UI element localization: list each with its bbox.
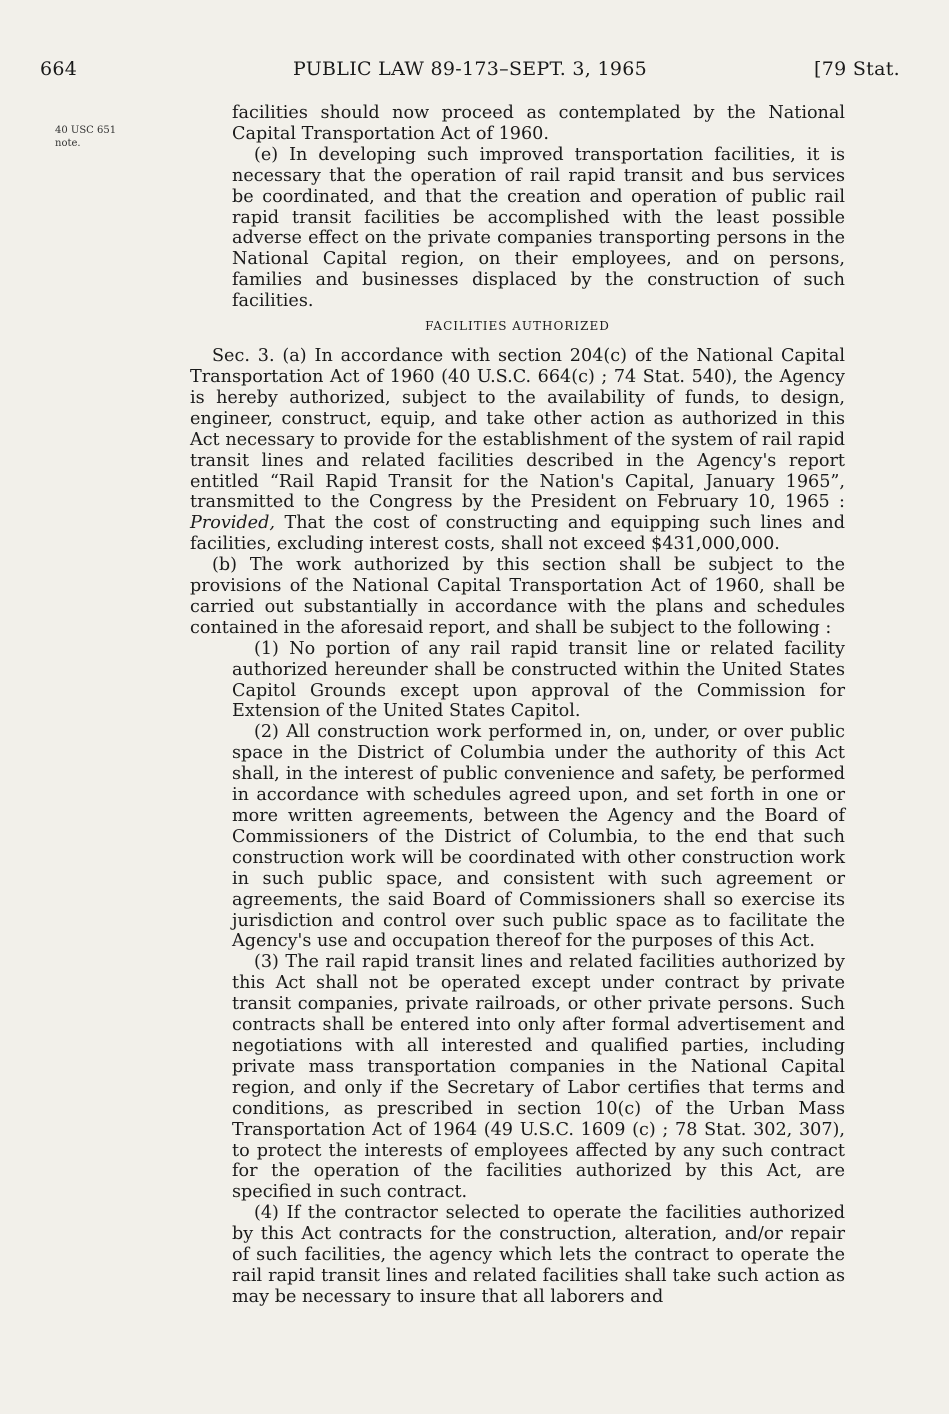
paragraph: (b) The work authorized by this section shall be subject to the provisions of the National Capital Transportation Act of 1960, shall be carried out substantially in accordance with the plans and schedules contained in the aforesaid report, and shall be subject to the following : [190, 555, 845, 638]
section-paragraph [190, 346, 845, 555]
section-text: Sec. 3. (a) In accordance with section 204(c) of the National Capital Transportation Act of 1960 (40 U.S.C. 664(c) ; 74 Stat. 540), the Agency is hereby authorized, subject to the availability of funds, to design, engineer, construct, equip, and take other action as authorized in this Act necessary to provide for the establishment of the system of rail rapid transit lines and related facilities described in the Agency's report entitled “Rail Rapid Transit for the Nation's Capital, January 1965”, transmitted to the Congress by the President on February 10, 1965 : [190, 346, 845, 513]
margin-citation-line: note. [55, 138, 81, 149]
section-text: That the cost of constructing and equipping such lines and facilities, excluding interest costs, shall not exceed $431,000,000. [190, 513, 846, 555]
section-heading: FACILITIES AUTHORIZED [425, 319, 610, 334]
list-item: (4) If the contractor selected to operate the facilities authorized by this Act contracts for the construction, alteration, and/or repair of such facilities, the agency which lets the contract to operate the rail rapid transit lines and related facilities shall take such action as may be necessary to insure that all laborers and [232, 1203, 845, 1307]
paragraph: (e) In developing such improved transportation facilities, it is necessary that the operation of rail rapid transit and bus services be coordinated, and that the creation and operation of public rail rapid transit facilities be accomplished with the least possible adverse effect on the private companies transporting persons in the National Capital region, on their employees, and on persons, families and businesses displaced by the construction of such facilities. [232, 144, 845, 312]
statute-reference: [79 Stat. [814, 58, 900, 80]
page-title: PUBLIC LAW 89-173–SEPT. 3, 1965 [292, 58, 648, 80]
list-item: (1) No portion of any rail rapid transit line or related facility authorized hereunder shall be constructed within the United States Capitol Grounds except upon approval of the Commission for Extension of the United States Capitol. [232, 638, 845, 722]
provided-term: Provided, [190, 513, 275, 534]
document-body [190, 103, 845, 1308]
list-item: (2) All construction work performed in, on, under, or over public space in the District of Columbia under the authority of this Act shall, in the interest of public convenience and safety, be performed in accordance with schedules agreed upon, and set forth in one or more written agreements, between the Agency and the Board of Commissioners of the District of Columbia, to the end that such construction work will be coordinated with other construction work in such public space, and consistent with such agreement or agreements, the said Board of Commissioners shall so exercise its jurisdiction and control over such public space as to facilitate the Agency's use and occupation thereof for the purposes of this Act. [232, 722, 845, 952]
page-header [40, 58, 900, 88]
list-item: (3) The rail rapid transit lines and related facilities authorized by this Act shall not be operated except under contract by private transit companies, private railroads, or other private persons. Such contracts shall be entered into only after formal advertisement and negotiations with all interested and qualified parties, including private mass transportation companies in the National Capital region, and only if the Secretary of Labor certifies that terms and conditions, as prescribed in section 10(c) of the Urban Mass Transportation Act of 1964 (49 U.S.C. 1609 (c) ; 78 Stat. 302, 307), to protect the interests of employees affected by any such contract for the operation of the facilities authorized by this Act, are specified in such contract. [232, 952, 845, 1203]
margin-citation [55, 124, 155, 150]
margin-citation-line: 40 USC 651 [55, 125, 117, 136]
page-number: 664 [40, 58, 78, 80]
paragraph: facilities should now proceed as contemplated by the National Capital Transportation Act of 1960. [232, 103, 845, 144]
